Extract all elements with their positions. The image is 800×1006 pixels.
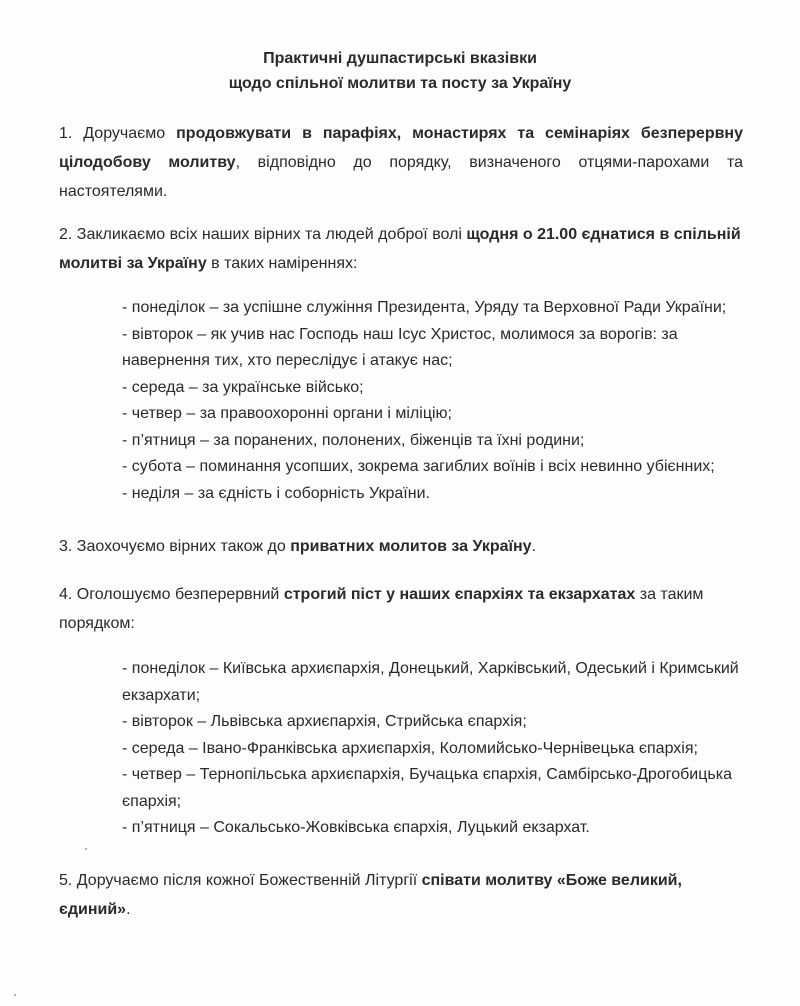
paragraph-5 xyxy=(59,866,743,924)
paragraph-2-bold-2: молитві за Україну xyxy=(59,255,207,272)
paragraph-1-line-1 xyxy=(59,119,743,148)
paragraph-1-text: 1. Доручаємо xyxy=(59,125,177,142)
list-item: єпархія; xyxy=(122,792,182,810)
paragraph-2-bold: щодня о 21.00 єднатися в спільній xyxy=(466,226,741,243)
list-item: навернення тих, хто переслідує і атакує нас; xyxy=(122,352,453,369)
paragraph-4 xyxy=(59,580,743,638)
paragraph-1-text-2: , відповідно до порядку, визначеного отцями-парохами та xyxy=(235,154,743,171)
list-item: - четвер – за правоохоронні органи і міліцію; xyxy=(122,405,452,422)
list-item: - понеділок – за успішне служіння Президента, Уряду та Верховної Ради України; xyxy=(122,299,727,316)
paragraph-5-bold: співати молитву «Боже великий, xyxy=(421,872,682,889)
document-title-line-2: щодо спільної молитви та посту за Україну xyxy=(228,75,572,92)
list-item: - п’ятниця – за поранених, полонених, біженців та їхні родини; xyxy=(122,431,585,449)
paragraph-4-line-2: порядком: xyxy=(59,615,135,632)
paragraph-3-line-1 xyxy=(59,532,743,561)
paragraph-1-bold-2: цілодобову молитву xyxy=(59,154,236,171)
paragraph-1-line-2 xyxy=(59,148,743,177)
list-item: екзархати; xyxy=(122,686,201,704)
paragraph-1-line-3: настоятелями. xyxy=(59,183,168,200)
prayer-intentions-list xyxy=(122,295,742,507)
paragraph-4-text: 4. Оголошуємо безперервний xyxy=(59,586,284,603)
paragraph-4-text-2: за таким xyxy=(635,586,704,603)
paragraph-3 xyxy=(59,532,743,561)
paragraph-1-bold: продовжувати в парафіях, монастирях та семінаріях безперервну xyxy=(176,125,743,142)
list-item: - вівторок – Львівська архиєпархія, Стрийська єпархія; xyxy=(122,713,527,730)
paragraph-4-line-1 xyxy=(59,580,743,609)
list-item: - п’ятниця – Сокальсько-Жовківська єпархія, Луцький екзархат. xyxy=(122,819,590,836)
list-item: - четвер – Тернопільська архиєпархія, Бучацька єпархія, Самбірсько-Дрогобицька xyxy=(122,766,732,783)
paragraph-2 xyxy=(59,220,743,278)
paragraph-2-line-2 xyxy=(59,249,743,278)
paragraph-1 xyxy=(59,119,743,206)
list-item: - неділя – за єдність і соборність України. xyxy=(122,484,430,502)
paragraph-5-line-1 xyxy=(59,866,743,895)
list-item: - понеділок – Київська архиєпархія, Донецький, Харківський, Одеський і Кримський xyxy=(122,660,739,677)
paragraph-2-text: 2. Закликаємо всіх наших вірних та людей доброї волі xyxy=(59,226,467,243)
document-title-line-1: Практичні душпастирські вказівки xyxy=(263,50,537,67)
paragraph-5-line-2 xyxy=(59,895,743,924)
list-item: - вівторок – як учив нас Господь наш Ісус Христос, молимося за ворогів: за xyxy=(122,325,678,343)
list-item: - середа – Івано-Франківська архиєпархія, Коломийсько-Чернівецька єпархія; xyxy=(122,739,698,757)
scan-speck xyxy=(14,994,16,996)
scan-speck xyxy=(85,848,87,850)
paragraph-3-bold: приватних молитов за Україну xyxy=(290,538,532,555)
paragraph-5-text-2: . xyxy=(126,901,131,918)
list-item: - середа – за українське військо; xyxy=(122,378,364,396)
paragraph-5-text: 5. Доручаємо після кожної Божественній Літургії xyxy=(59,872,422,889)
paragraph-5-bold-2: єдиний» xyxy=(59,901,127,918)
paragraph-3-text-2: . xyxy=(531,538,537,555)
fasting-schedule-list xyxy=(122,656,742,842)
paragraph-3-text: 3. Заохочуємо вірних також до xyxy=(59,538,291,555)
paragraph-2-line-1 xyxy=(59,220,743,249)
paragraph-2-text-2: в таких наміреннях: xyxy=(206,255,358,272)
list-item: - субота – поминання усопших, зокрема загиблих воїнів і всіх невинно убієнних; xyxy=(122,458,715,475)
paragraph-4-bold: строгий піст у наших єпархіях та екзархатах xyxy=(283,586,636,603)
